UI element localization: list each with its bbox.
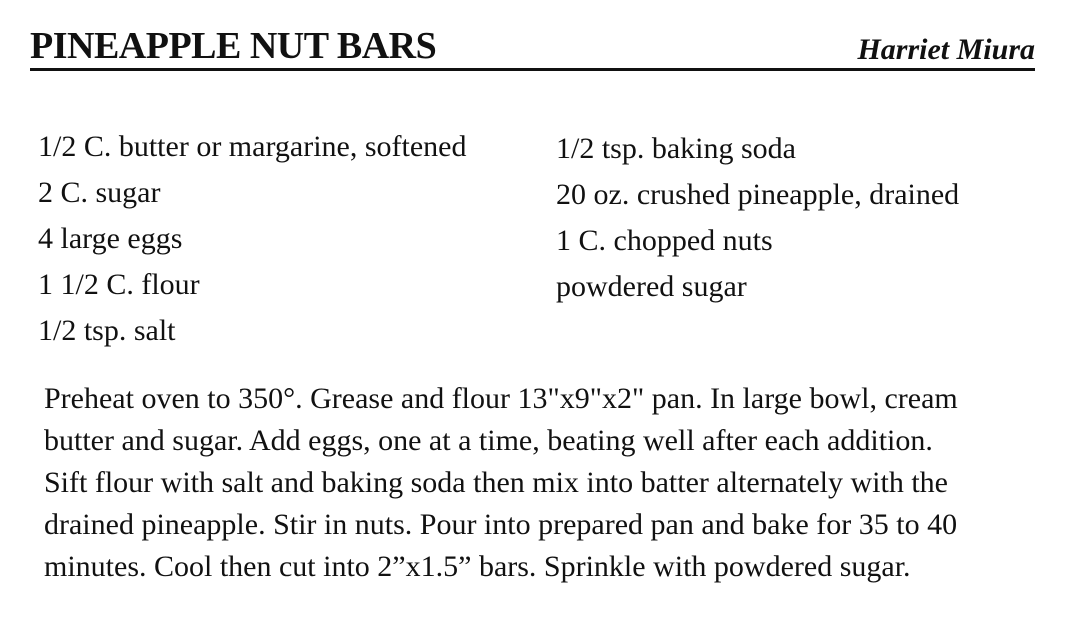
- recipe-author: Harriet Miura: [857, 33, 1035, 66]
- ingredient-item: 1/2 tsp. baking soda: [556, 132, 796, 165]
- ingredient-item: 20 oz. crushed pineapple, drained: [556, 178, 960, 211]
- ingredient-item: 2 C. sugar: [38, 176, 161, 209]
- ingredient-item: 4 large eggs: [38, 222, 183, 255]
- ingredient-item: 1/2 tsp. salt: [38, 314, 176, 347]
- instructions-line: Preheat oven to 350°. Grease and flour 13"x9"x2" pan. In large bowl, cream: [44, 382, 958, 415]
- instructions-line: drained pineapple. Stir in nuts. Pour into prepared pan and bake for 35 to 40: [44, 508, 958, 541]
- instructions-line: minutes. Cool then cut into 2”x1.5” bars. Sprinkle with powdered sugar.: [44, 550, 911, 583]
- ingredients-left-column: [38, 124, 467, 354]
- recipe-instructions: [44, 378, 1054, 588]
- ingredient-item: 1 1/2 C. flour: [38, 268, 200, 301]
- ingredients-right-column: [556, 126, 959, 310]
- instructions-line: Sift flour with salt and baking soda then mix into batter alternately with the: [44, 466, 948, 499]
- ingredient-item: powdered sugar: [556, 270, 747, 303]
- instructions-line: butter and sugar. Add eggs, one at a time, beating well after each addition.: [44, 424, 933, 457]
- recipe-title: PINEAPPLE NUT BARS: [30, 25, 437, 67]
- ingredient-item: 1 C. chopped nuts: [556, 224, 773, 257]
- title-divider: [30, 68, 1035, 71]
- ingredient-item: 1/2 C. butter or margarine, softened: [38, 130, 467, 163]
